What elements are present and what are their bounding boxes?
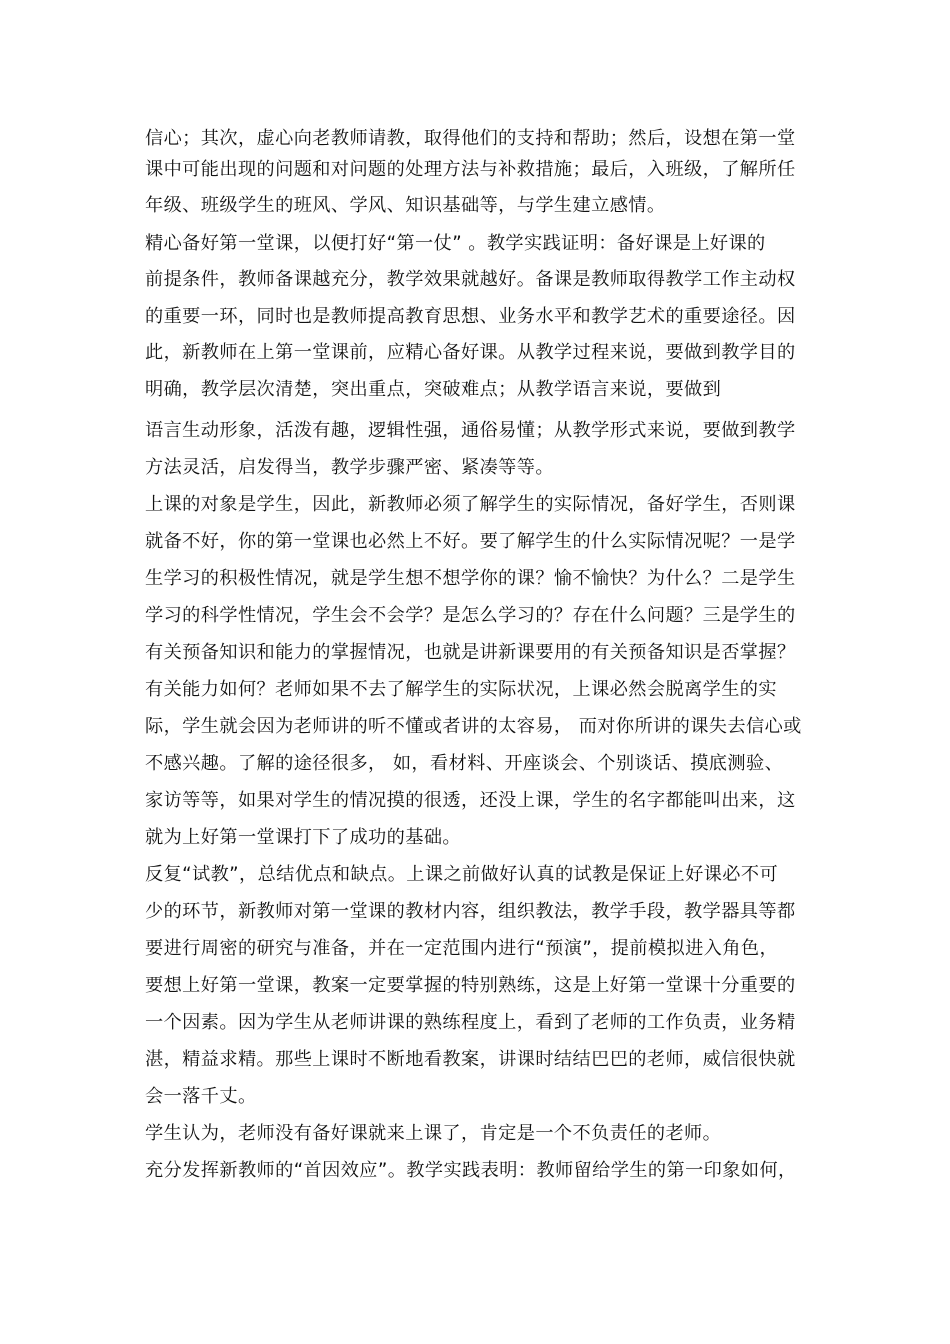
text-line: 湛，精益求精。那些上课时不断地看教案，讲课时结结巴巴的老师，威信很快就 [145, 1049, 796, 1070]
text-line: 语言生动形象，活泼有趣，逻辑性强，通俗易懂；从教学形式来说，要做到教学 [145, 420, 796, 441]
text-line: 就为上好第一堂课打下了成功的基础。 [145, 827, 461, 848]
text-line: 精心备好第一堂课，以便打好“第一仗” 。教学实践证明：备好课是上好课的 [145, 233, 766, 254]
text-line: 充分发挥新教师的“首因效应”。教学实践表明：教师留给学生的第一印象如何， [145, 1160, 797, 1181]
text-line: 年级、班级学生的班风、学风、知识基础等，与学生建立感情。 [145, 195, 666, 216]
text-line: 的重要一环，同时也是教师提高教育思想、业务水平和教学艺术的重要途径。因 [145, 306, 796, 327]
text-line: 少的环节，新教师对第一堂课的教材内容，组织教法，教学手段，教学器具等都 [145, 901, 796, 922]
text-line: 信心；其次，虚心向老教师请教，取得他们的支持和帮助；然后，设想在第一堂 [145, 128, 796, 149]
text-line: 不感兴趣。了解的途径很多， 如，看材料、开座谈会、个别谈话、摸底测验、 [145, 753, 784, 774]
text-line: 要想上好第一堂课，教案一定要掌握的特别熟练，这是上好第一堂课十分重要的 [145, 975, 796, 996]
text-line: 要进行周密的研究与准备，并在一定范围内进行“预演”，提前模拟进入角色， [145, 938, 779, 959]
text-line: 明确，教学层次清楚，突出重点，突破难点；从教学语言来说，要做到 [145, 379, 722, 400]
text-line: 一个因素。因为学生从老师讲课的熟练程度上，看到了老师的工作负责，业务精 [145, 1012, 796, 1033]
text-line: 生学习的积极性情况，就是学生想不想学你的课？愉不愉快？为什么？二是学生 [145, 568, 796, 589]
text-line: 有关预备知识和能力的掌握情况，也就是讲新课要用的有关预备知识是否掌握？ [145, 642, 796, 663]
text-line: 学生认为，老师没有备好课就来上课了，肯定是一个不负责任的老师。 [145, 1123, 722, 1144]
text-line: 家访等等，如果对学生的情况摸的很透，还没上课，学生的名字都能叫出来，这 [145, 790, 796, 811]
text-line: 际，学生就会因为老师讲的听不懂或者讲的太容易， 而对你所讲的课失去信心或 [145, 716, 802, 737]
text-line: 前提条件，教师备课越充分，教学效果就越好。备课是教师取得教学工作主动权 [145, 269, 796, 290]
text-line: 会一落千丈。 [145, 1086, 257, 1107]
text-line: 课中可能出现的问题和对问题的处理方法与补救措施；最后，入班级，了解所任 [145, 159, 796, 180]
text-line: 反复“试教”，总结优点和缺点。上课之前做好认真的试教是保证上好课必不可 [145, 864, 779, 885]
text-line: 上课的对象是学生，因此，新教师必须了解学生的实际情况，备好学生，否则课 [145, 494, 796, 515]
text-line: 学习的科学性情况，学生会不会学？是怎么学习的？存在什么问题？三是学生的 [145, 605, 796, 626]
text-line: 方法灵活，启发得当，教学步骤严密、紧凑等等。 [145, 457, 554, 478]
text-line: 此，新教师在上第一堂课前，应精心备好课。从教学过程来说，要做到教学目的 [145, 342, 796, 363]
text-line: 就备不好，你的第一堂课也必然上不好。要了解学生的什么实际情况呢？一是学 [145, 531, 796, 552]
text-line: 有关能力如何？老师如果不去了解学生的实际状况，上课必然会脱离学生的实 [145, 679, 777, 700]
